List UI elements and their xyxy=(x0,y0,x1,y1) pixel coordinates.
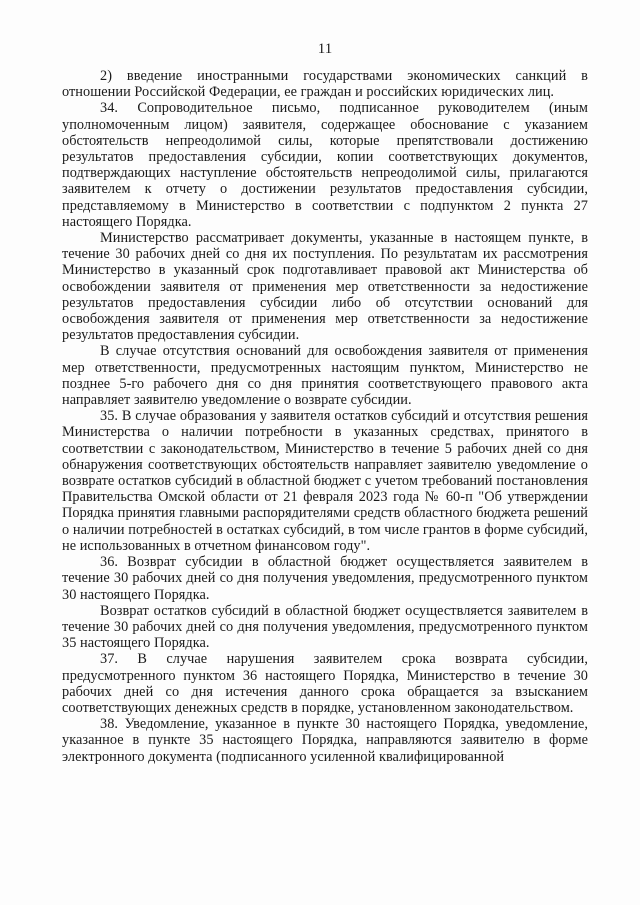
paragraph-34-no-grounds: В случае отсутствия оснований для освобождения заявителя от применения мер ответственности, предусмотренных настоящим пунктом, Министерство не позднее 5-го рабочего дня со дня принятия соответствующего правового акта направляет заявителю уведомление о возврате субсидии. xyxy=(62,343,588,409)
document-body xyxy=(62,68,588,765)
paragraph-sanctions: 2) введение иностранными государствами экономических санкций в отношении Российской Федерации, ее граждан и российских юридических лиц. xyxy=(62,68,588,101)
paragraph-38: 38. Уведомление, указанное в пункте 30 настоящего Порядка, уведомление, указанное в пункте 35 настоящего Порядка, направляются заявителю в форме электронного документа (подписанного усиленной квалифицированной xyxy=(62,716,588,765)
paragraph-34-review: Министерство рассматривает документы, указанные в настоящем пункте, в течение 30 рабочих дней со дня их поступления. По результатам их рассмотрения Министерство в указанный срок подготавливает правовой акт Министерства об освобождении заявителя от применения мер ответственности за недостижение результатов предоставления субсидии либо об отсутствии оснований для освобождения заявителя от применения мер ответственности за недостижение результатов предоставления субсидии. xyxy=(62,230,588,344)
paragraph-35: 35. В случае образования у заявителя остатков субсидий и отсутствия решения Министерства о наличии потребности в указанных средствах, принятого в соответствии с законодательством, Министерство в течение 5 рабочих дней со дня обнаружения соответствующих обстоятельств направляет заявителю уведомление о возврате остатков субсидий в областной бюджет с учетом требований постановления Правительства Омской области от 21 февраля 2023 года № 60-п "Об утверждении Порядка принятия главными распорядителями средств областного бюджета решений о наличии потребностей в остатках субсидий, в том числе грантов в форме субсидий, не использованных в отчетном финансовом году". xyxy=(62,408,588,554)
paragraph-36: 36. Возврат субсидии в областной бюджет осуществляется заявителем в течение 30 рабочих дней со дня получения уведомления, предусмотренного пунктом 30 настоящего Порядка. xyxy=(62,554,588,603)
paragraph-34: 34. Сопроводительное письмо, подписанное руководителем (иным уполномоченным лицом) заявителя, содержащее обоснование с указанием обстоятельств непреодолимой силы, которые препятствовали достижению результатов предоставления субсидии, копии соответствующих документов, подтверждающих наступление обстоятельств непреодолимой силы, прилагаются заявителем к отчету о достижении результатов предоставления субсидии, представляемому в Министерство в соответствии с подпунктом 2 пункта 27 настоящего Порядка. xyxy=(62,100,588,230)
paragraph-37: 37. В случае нарушения заявителем срока возврата субсидии, предусмотренного пунктом 36 настоящего Порядка, Министерство в течение 30 рабочих дней со дня истечения данного срока обращается за взысканием соответствующих денежных средств в порядке, установленном законодательством. xyxy=(62,651,588,716)
paragraph-36-remainders: Возврат остатков субсидий в областной бюджет осуществляется заявителем в течение 30 рабочих дней со дня получения уведомления, предусмотренного пунктом 35 настоящего Порядка. xyxy=(62,602,588,652)
page-number: 11 xyxy=(317,41,333,57)
